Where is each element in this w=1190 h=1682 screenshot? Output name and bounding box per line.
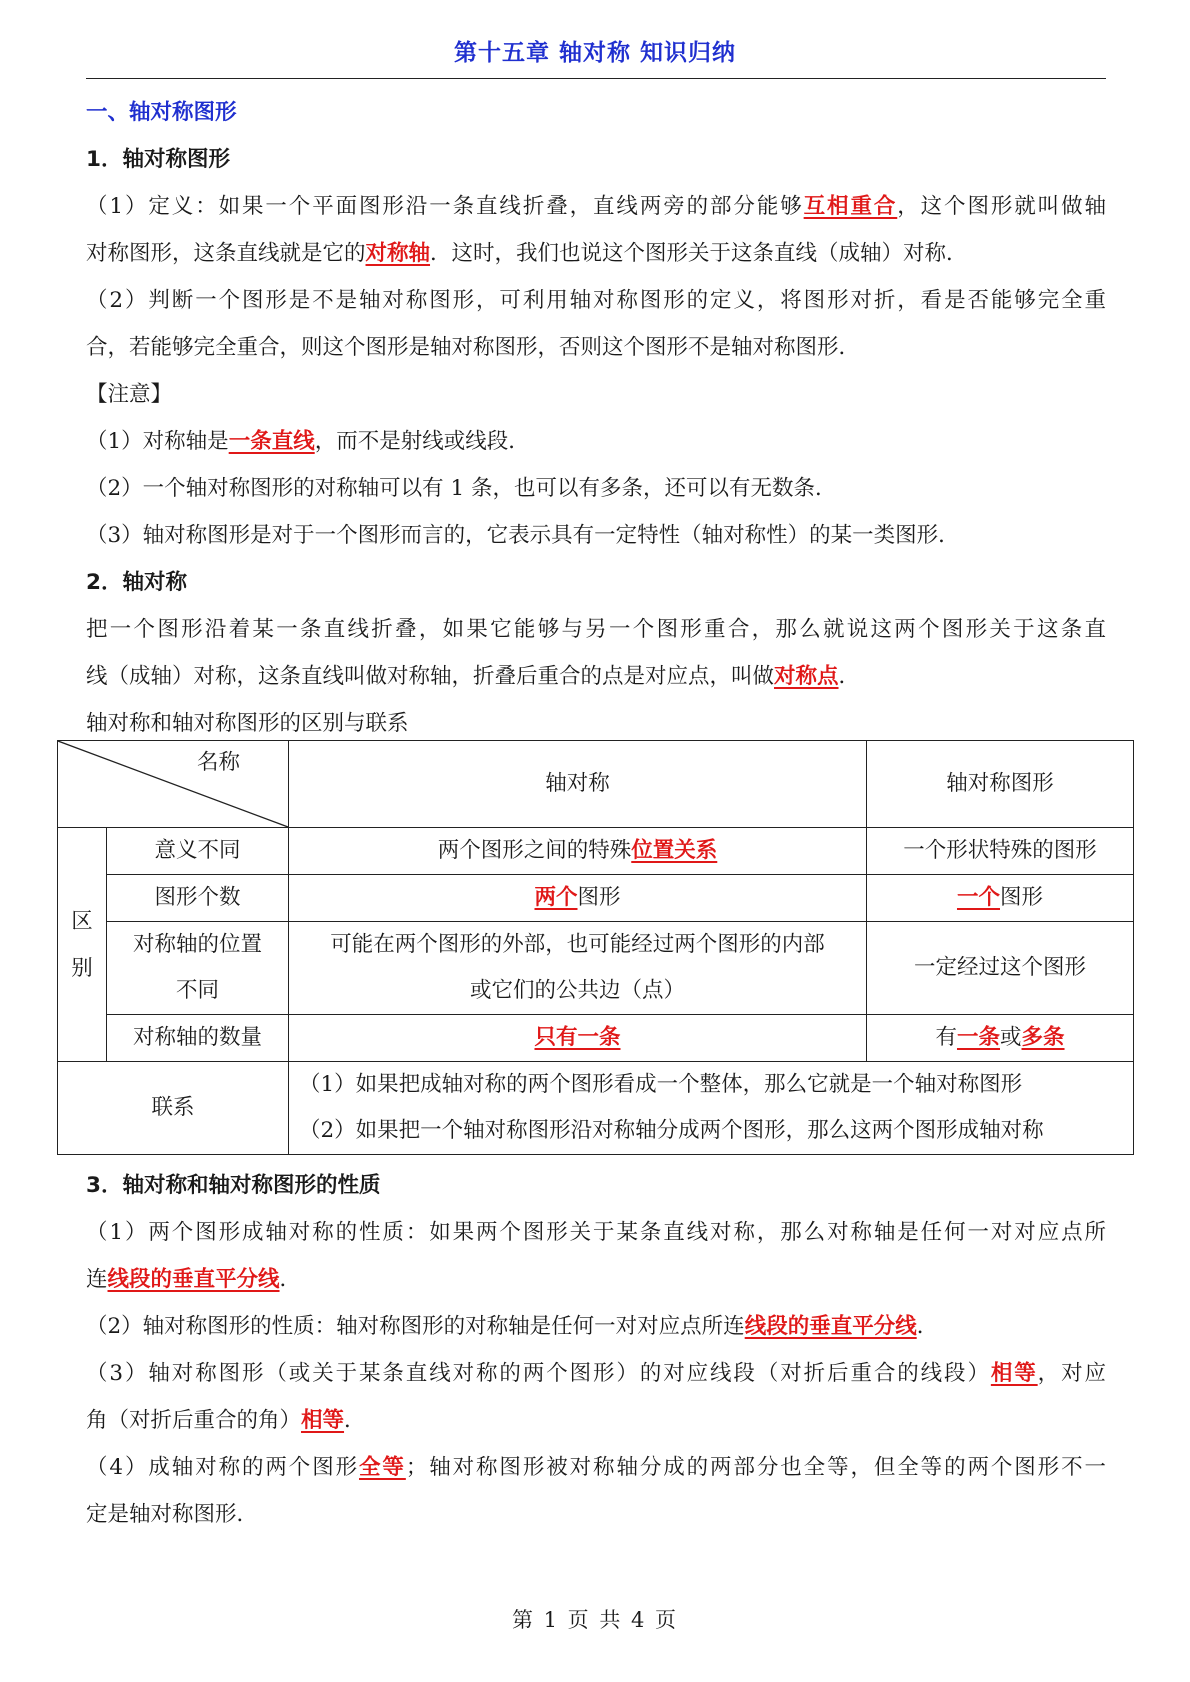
- column-header-axis-symmetric-figure: 轴对称图形: [867, 741, 1134, 828]
- table-cell: 一定经过这个图形: [867, 922, 1134, 1015]
- table-cell: [289, 1015, 867, 1062]
- table-corner-cell: [58, 741, 289, 828]
- highlight-term: 只有一条: [534, 1025, 621, 1050]
- text-run: 图形: [1000, 885, 1044, 910]
- subsection-heading-1-1: 1．轴对称图形: [86, 147, 230, 172]
- table-row: [58, 828, 1134, 875]
- highlight-term: 相等: [990, 1361, 1038, 1386]
- corner-label: 名称: [196, 750, 240, 775]
- note-2: （2）一个轴对称图形的对称轴可以有 1 条，也可以有多条，还可以有无数条．: [86, 476, 837, 501]
- diagonal-line: [58, 741, 288, 827]
- subsection-heading-1-2: 2．轴对称: [86, 570, 187, 595]
- definition-line-1: [86, 183, 1106, 230]
- text-run: 有: [935, 1025, 957, 1050]
- table-header-row: [58, 741, 1134, 828]
- definition-line-2: [86, 230, 1106, 277]
- text-run: ．这时，我们也说这个图形关于这条直线（成轴）对称．: [430, 241, 968, 266]
- subsection-heading-1-3: 3．轴对称和轴对称图形的性质: [86, 1173, 381, 1198]
- note-3: （3）轴对称图形是对于一个图形而言的，它表示具有一定特性（轴对称性）的某一类图形．: [86, 523, 960, 548]
- table-cell: [289, 828, 867, 875]
- text-run: ．: [838, 664, 861, 689]
- header-rule: [86, 78, 1106, 79]
- axis-symmetry-line-2: [86, 653, 1106, 700]
- property-2: [86, 1303, 1106, 1350]
- axis-symmetry-line-1: 把一个图形沿着某一条直线折叠，如果它能够与另一个图形重合，那么就说这两个图形关于这条直: [86, 617, 1106, 642]
- row-label: 对称轴的数量: [107, 1015, 289, 1062]
- relation-label: 联系: [58, 1062, 289, 1155]
- text-run: 可能在两个图形的外部，也可能经过两个图形的内部: [330, 932, 825, 957]
- highlight-term: 一个: [956, 885, 1000, 910]
- table-row: [58, 1015, 1134, 1062]
- note-heading: 【注意】: [86, 382, 173, 407]
- note-1: [86, 418, 1106, 465]
- judgment-line-2: 合，若能够完全重合，则这个图形是轴对称图形，否则这个图形不是轴对称图形．: [86, 335, 861, 360]
- text-run: ，对应: [1037, 1361, 1106, 1386]
- text-run: 或: [1000, 1025, 1022, 1050]
- relation-cell: [289, 1062, 1134, 1155]
- text-run: 对称轴的位置: [132, 932, 262, 957]
- row-label: [107, 922, 289, 1015]
- highlight-term: 全等: [359, 1455, 406, 1480]
- text-run: ，这个图形就叫做轴: [897, 194, 1106, 219]
- property-1-line-1: （1）两个图形成轴对称的性质：如果两个图形关于某条直线对称，那么对称轴是任何一对对应点所: [86, 1220, 1106, 1245]
- highlight-term: 线段的垂直平分线: [744, 1314, 917, 1339]
- highlight-term: 互相重合: [803, 194, 898, 219]
- text-run: （2）如果把一个轴对称图形沿对称轴分成两个图形，那么这两个图形成轴对称: [299, 1118, 1044, 1143]
- difference-char: 区: [71, 908, 93, 934]
- property-4-line-2: 定是轴对称图形．: [86, 1502, 259, 1527]
- table-cell: [867, 875, 1134, 922]
- section-axis-symmetric-figures: [86, 89, 1106, 747]
- table-row: [58, 875, 1134, 922]
- highlight-term: 两个: [534, 885, 578, 910]
- page-title: 第十五章 轴对称 知识归纳: [453, 40, 736, 66]
- text-run: ，而不是射线或线段．: [314, 429, 530, 454]
- text-run: ．: [344, 1408, 366, 1433]
- text-run: （1）定义：如果一个平面图形沿一条直线折叠，直线两旁的部分能够: [86, 194, 804, 219]
- row-label: 图形个数: [107, 875, 289, 922]
- property-4-line-1: [86, 1444, 1106, 1491]
- highlight-term: 多条: [1021, 1025, 1065, 1050]
- text-run: ．: [279, 1267, 302, 1292]
- highlight-term: 位置关系: [631, 838, 718, 863]
- property-1-line-2: [86, 1256, 1106, 1303]
- property-3-line-1: [86, 1350, 1106, 1397]
- highlight-term: 一条: [956, 1025, 1000, 1050]
- text-run: 不同: [175, 978, 219, 1003]
- diagonal-header: [58, 741, 288, 827]
- text-run: （4）成轴对称的两个图形: [86, 1455, 360, 1480]
- text-run: 对称图形，这条直线就是它的: [86, 241, 366, 266]
- text-run: ；轴对称图形被对称轴分成的两部分也全等，但全等的两个图形不一: [405, 1455, 1106, 1480]
- highlight-term: 相等: [301, 1408, 345, 1433]
- column-header-axis-symmetry: 轴对称: [289, 741, 867, 828]
- text-run: 角（对折后重合的角）: [86, 1408, 302, 1433]
- text-run: （1）对称轴是: [86, 429, 229, 454]
- judgment-line-1: （2）判断一个图形是不是轴对称图形，可利用轴对称图形的定义，将图形对折，看是否能够完全重: [86, 288, 1106, 313]
- difference-char: 别: [71, 955, 93, 981]
- table-row: [58, 922, 1134, 1015]
- highlight-term: 对称点: [774, 664, 839, 689]
- highlight-term: 对称轴: [365, 241, 431, 266]
- section-heading-1: 一、轴对称图形: [86, 100, 237, 125]
- table-row-relation: [58, 1062, 1134, 1155]
- row-label: 意义不同: [107, 828, 289, 875]
- property-3-line-2: [86, 1397, 1106, 1444]
- text-run: 连: [86, 1267, 108, 1292]
- table-caption: 轴对称和轴对称图形的区别与联系: [86, 711, 409, 736]
- text-run: 图形: [577, 885, 621, 910]
- comparison-table: [57, 740, 1134, 1155]
- text-run: 线（成轴）对称，这条直线叫做对称轴，折叠后重合的点是对应点，叫做: [86, 664, 775, 689]
- highlight-term: 一条直线: [228, 429, 315, 454]
- text-run: 两个图形之间的特殊: [437, 838, 632, 863]
- text-run: （3）轴对称图形（或关于某条直线对称的两个图形）的对应线段（对折后重合的线段）: [86, 1361, 991, 1386]
- text-run: （1）如果把成轴对称的两个图形看成一个整体，那么它就是一个轴对称图形: [299, 1072, 1023, 1097]
- text-run: ．: [916, 1314, 939, 1339]
- text-run: （2）轴对称图形的性质：轴对称图形的对称轴是任何一对对应点所连: [86, 1314, 745, 1339]
- text-run: 或它们的公共边（点）: [469, 978, 685, 1003]
- section-properties: [86, 1162, 1106, 1538]
- table-cell: [289, 875, 867, 922]
- page-footer: 第 1 页 共 4 页: [511, 1608, 679, 1632]
- difference-label: [58, 828, 107, 1062]
- table-cell: [289, 922, 867, 1015]
- table-cell: 一个形状特殊的图形: [867, 828, 1134, 875]
- highlight-term: 线段的垂直平分线: [107, 1267, 280, 1292]
- table-cell: [867, 1015, 1134, 1062]
